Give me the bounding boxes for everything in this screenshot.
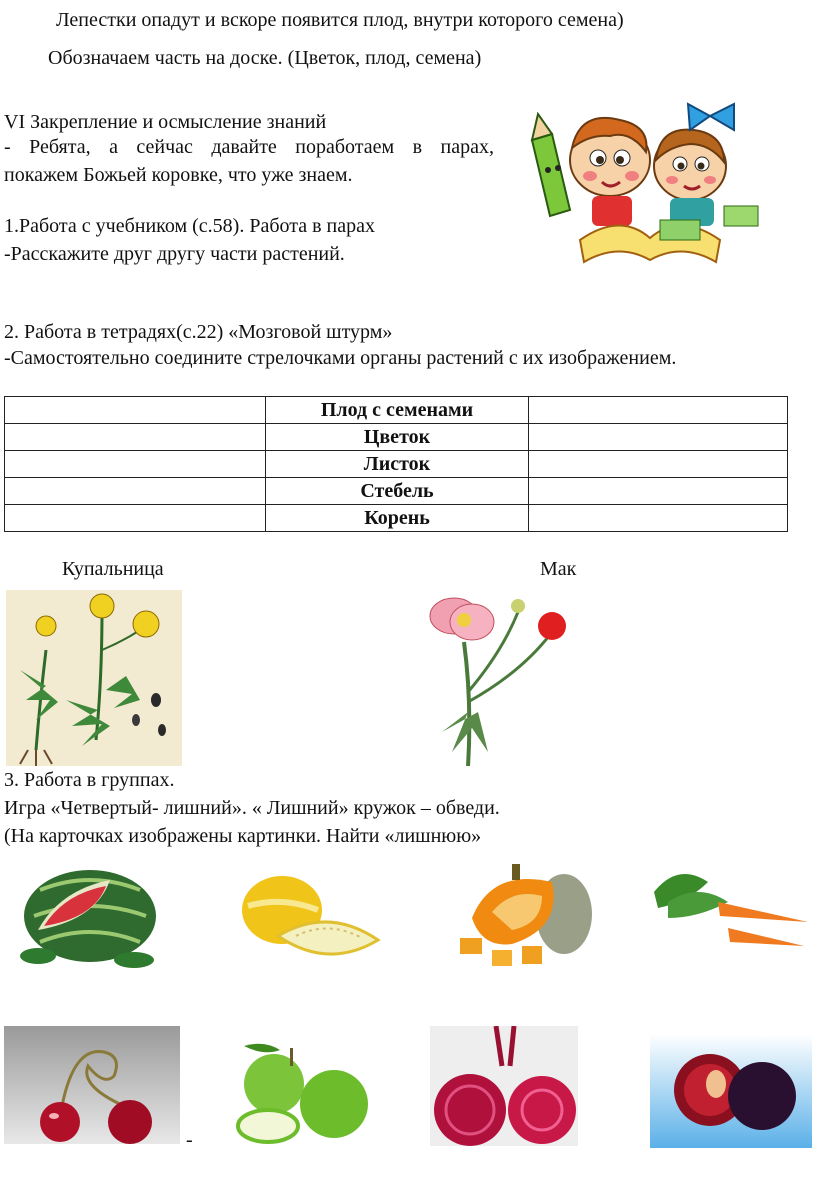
- poppy-image: [402, 582, 578, 766]
- task2-text: -Самостоятельно соедините стрелочками органы растений с их изображением.: [4, 347, 677, 369]
- intro-line-2: Обозначаем часть на доске. (Цветок, плод, семена): [48, 47, 482, 69]
- pumpkin-card: [452, 858, 596, 972]
- table-cell-empty-right: [529, 505, 788, 532]
- table-cell-empty-right: [529, 397, 788, 424]
- table-cell-empty-left: [5, 397, 266, 424]
- pair-work-line-1: - Ребята, а сейчас давайте поработаем в парах,: [4, 136, 494, 158]
- intro-line-1: Лепестки опадут и вскоре появится плод, внутри которого семена): [56, 9, 624, 31]
- pair-work-line-2: покажем Божьей коровке, что уже знаем.: [4, 164, 353, 186]
- table-row: [5, 505, 788, 532]
- table-cell-organ: Плод с семенами: [266, 397, 529, 424]
- globeflower-image: [6, 590, 182, 766]
- table-cell-organ: Цветок: [266, 424, 529, 451]
- task2-title: 2. Работа в тетрадях(с.22) «Мозговой штурм»: [4, 321, 393, 343]
- globeflower-caption: Купальница: [62, 558, 164, 580]
- poppy-caption: Мак: [540, 558, 577, 580]
- plum-card: [650, 1034, 812, 1148]
- table-cell-empty-right: [529, 451, 788, 478]
- beet-card: [430, 1026, 578, 1146]
- table-row: [5, 451, 788, 478]
- apples-card: [224, 1034, 392, 1146]
- melon-card: [238, 866, 382, 974]
- table-cell-empty-right: [529, 478, 788, 505]
- table-row: [5, 478, 788, 505]
- table-cell-organ: Корень: [266, 505, 529, 532]
- carrot-card: [648, 862, 810, 958]
- table-cell-empty-left: [5, 505, 266, 532]
- table-row: [5, 424, 788, 451]
- table-cell-organ: Стебель: [266, 478, 529, 505]
- kids-reading-illustration: [510, 100, 772, 270]
- task3-note: (На карточках изображены картинки. Найти «лишнюю»: [4, 825, 482, 847]
- task3-title: 3. Работа в группах.: [4, 769, 175, 791]
- cherries-card: [4, 1026, 180, 1144]
- stray-dash: -: [186, 1129, 193, 1151]
- task1-title: 1.Работа с учебником (с.58). Работа в парах: [4, 215, 376, 237]
- table-row: [5, 397, 788, 424]
- task1-text: -Расскажите друг другу части растений.: [4, 243, 345, 265]
- section-heading: VI Закрепление и осмысление знаний: [4, 111, 327, 133]
- table-cell-empty-right: [529, 424, 788, 451]
- task3-game: Игра «Четвертый- лишний». « Лишний» кружок – обведи.: [4, 797, 500, 819]
- watermelon-card: [10, 860, 168, 972]
- table-cell-organ: Листок: [266, 451, 529, 478]
- table-cell-empty-left: [5, 424, 266, 451]
- organs-table: [4, 396, 788, 532]
- table-cell-empty-left: [5, 478, 266, 505]
- table-cell-empty-left: [5, 451, 266, 478]
